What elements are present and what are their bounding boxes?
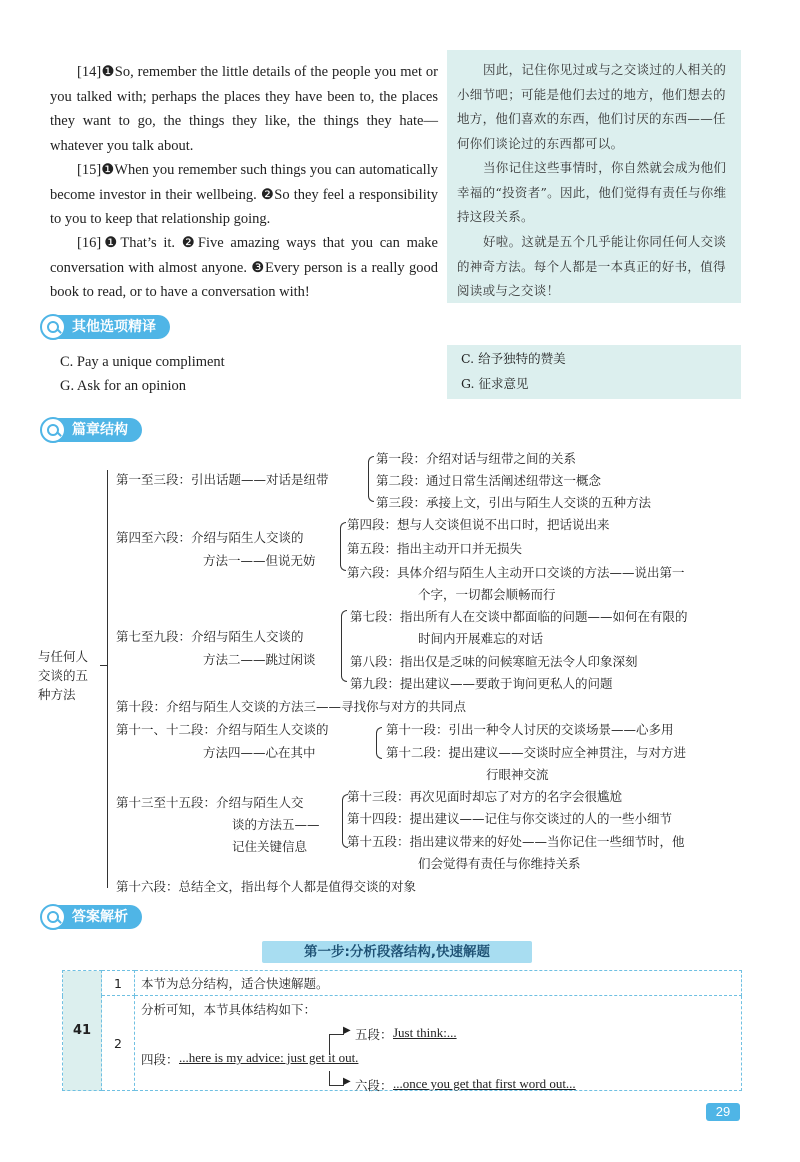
root-brace [107, 470, 108, 888]
para-four-quote: ...here is my advice: just get it out. [179, 1050, 359, 1065]
structure-group-3: 第七至九段：介绍与陌生人交谈的 [116, 629, 304, 644]
group-1-item: 第二段：通过日常生活阐述纽带这一概念 [376, 473, 602, 488]
diagram-bracket-bottom [329, 1071, 344, 1086]
magnifier-icon [40, 314, 66, 340]
section-header-answer [42, 905, 142, 929]
group-2-item: 第六段：具体介绍与陌生人主动开口交谈的方法——说出第一 [347, 565, 685, 580]
arrow-five: ▶ [343, 1025, 351, 1036]
english-paragraph-15: [15]❶When you remember such things you can automatically become investor in their wellbeing. ❷So they feel a responsibility to you to keep that relationship going. [50, 162, 438, 227]
structure-group-5: 第十一、十二段：介绍与陌生人交谈的 [116, 722, 329, 737]
group-2-brace [340, 522, 346, 571]
section-title: 其他选项精译 [72, 319, 156, 335]
structure-group-2: 第四至六段：介绍与陌生人交谈的 [116, 530, 304, 545]
section-title: 答案解析 [72, 909, 128, 925]
magnifier-icon [40, 417, 66, 443]
options-translation-box [447, 345, 741, 399]
question-number: 41 [63, 971, 102, 1091]
option-c-english: C. Pay a unique compliment [60, 354, 225, 370]
english-paragraph-14: [14]❶So, remember the little details of the people you met or you talked with; perhaps the places they have been to, the places they want to go, the things they like, the things they hate—whatever you talk about. [50, 64, 438, 154]
group-6-item-cont: 们会觉得有责任与你维持关系 [418, 856, 581, 871]
structure-root: 与任何人交谈的五种方法 [38, 649, 89, 702]
group-2-item: 第四段：想与人交谈但说不出口时，把话说出来 [347, 517, 610, 532]
group-3-item: 第七段：指出所有人在交谈中都面临的问题——如何在有限的 [350, 609, 688, 624]
group-3-item: 第九段：提出建议——要敢于询问更私人的问题 [350, 676, 613, 691]
structure-group-5-cont: 方法四——心在其中 [203, 745, 316, 760]
group-6-item: 第十四段：提出建议——记住与你交谈过的人的一些小细节 [347, 811, 673, 826]
translation-paragraph-14: 因此，记住你见过或与之交谈过的人相关的小细节吧；可能是他们去过的地方，他们想去的地方，他们喜欢的东西，他们讨厌的东西——任何你们谈论过的东西都可以。 [457, 62, 727, 151]
option-g-english: G. Ask for an opinion [60, 378, 187, 394]
step-banner: 第一步:分析段落结构,快速解题 [262, 941, 532, 963]
group-5-item: 第十一段：引出一种令人讨厌的交谈场景——心多用 [386, 722, 674, 737]
structure-group-3-cont: 方法二——跳过闲谈 [203, 652, 316, 667]
english-paragraph-16: [16]❶That’s it. ❷Five amazing ways that you can make conversation with almost anyone. ❸Every person is a really good book to read, or to have a conversation with! [50, 235, 438, 300]
row-number: 2 [102, 996, 135, 1091]
group-5-item: 第十二段：提出建议——交谈时应全神贯注，与对方进 [386, 745, 687, 760]
para-six-quote: ...once you get that first word out... [393, 1076, 576, 1091]
arrow-six: ▶ [343, 1076, 351, 1087]
group-5-brace [376, 727, 382, 759]
para-five-label: 五段： [355, 1027, 393, 1042]
group-2-item: 第五段：指出主动开口并无损失 [347, 541, 523, 556]
translation-paragraph-16: 好啦。这就是五个几乎能让你同任何人交谈的神奇方法。每个人都是一本真正的好书，值得阅读或与之交谈！ [457, 234, 727, 298]
group-1-item: 第一段：介绍对话与纽带之间的关系 [376, 451, 577, 466]
section-header-structure [42, 418, 142, 442]
translation-box [447, 50, 741, 303]
para-five-quote: Just think:... [393, 1025, 457, 1040]
structure-group-2-cont: 方法一——但说无妨 [203, 553, 316, 568]
magnifier-icon [40, 904, 66, 930]
structure-group-6-cont: 谈的方法五—— [232, 817, 320, 832]
root-brace-tick [100, 665, 108, 666]
group-6-item: 第十三段：再次见面时却忘了对方的名字会很尴尬 [347, 789, 623, 804]
diagram-intro: 分析可知，本节具体结构如下： [141, 1002, 317, 1017]
group-2-item-cont: 个字，一切都会顺畅而行 [418, 587, 556, 602]
section-title: 篇章结构 [72, 422, 128, 438]
group-6-item: 第十五段：指出建议带来的好处——当你记住一些细节时，他 [347, 834, 685, 849]
option-c-chinese: C. 给予独特的赞美 [461, 351, 566, 366]
structure-group-1: 第一至三段：引出话题——对话是纽带 [116, 472, 329, 487]
group-3-brace [341, 610, 347, 682]
group-3-item-cont: 时间内开展难忘的对话 [418, 631, 544, 646]
answer-table [62, 970, 742, 1091]
row-number: 1 [102, 971, 135, 996]
para-six-label: 六段： [355, 1078, 393, 1093]
section-header-other-options [42, 315, 170, 339]
group-1-item: 第三段：承接上文，引出与陌生人交谈的五种方法 [376, 495, 652, 510]
group-1-brace [368, 456, 374, 502]
option-g-chinese: G. 征求意见 [461, 376, 529, 391]
structure-group-6: 第十三至十五段：介绍与陌生人交 [116, 795, 304, 810]
page-number: 29 [706, 1103, 740, 1121]
group-3-item: 第八段：指出仅是乏味的问候寒暄无法令人印象深刻 [350, 654, 638, 669]
structure-group-7: 第十六段：总结全文，指出每个人都是值得交谈的对象 [116, 879, 417, 894]
structure-diagram-cell [135, 996, 742, 1091]
row-text: 本节为总分结构，适合快速解题。 [135, 971, 742, 996]
translation-paragraph-15: 当你记住这些事情时，你自然就会成为他们幸福的“投资者”。因此，他们觉得有责任与你维持这段关系。 [457, 160, 727, 224]
para-four-label: 四段： [141, 1052, 179, 1067]
structure-group-4: 第十段：介绍与陌生人交谈的方法三——寻找你与对方的共同点 [116, 699, 467, 714]
structure-group-6-cont: 记住关键信息 [232, 839, 308, 854]
group-5-item-cont: 行眼神交流 [486, 767, 549, 782]
